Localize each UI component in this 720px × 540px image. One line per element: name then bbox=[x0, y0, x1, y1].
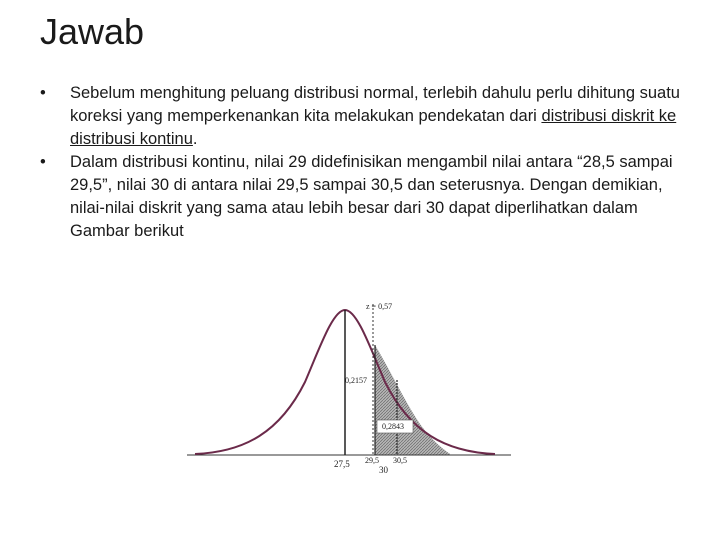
shaded-tail-region bbox=[375, 345, 450, 455]
x-label-30: 30 bbox=[379, 465, 388, 475]
bullet-item-1 bbox=[40, 82, 700, 151]
x-label-mean: 27,5 bbox=[334, 459, 350, 469]
bullet-marker: • bbox=[40, 84, 46, 102]
bullet-marker: • bbox=[40, 153, 46, 171]
x-label-30-5: 30,5 bbox=[393, 456, 407, 465]
bullet-list bbox=[40, 82, 700, 243]
bullet-text-1: Sebelum menghitung peluang distribusi normal, terlebih dahulu perlu dihitung suatu koreksi yang memperkenankan kita melakukan pendekatan dari bbox=[70, 84, 680, 125]
normal-curve-diagram bbox=[185, 292, 515, 482]
bullet-text-1-end: . bbox=[192, 130, 198, 148]
x-label-29-5: 29,5 bbox=[365, 456, 379, 465]
area-right-label: 0,2843 bbox=[382, 422, 404, 431]
bullet-item-2 bbox=[40, 151, 700, 243]
z-label: z = 0,57 bbox=[366, 302, 393, 311]
slide-title: Jawab bbox=[40, 11, 145, 52]
normal-distribution-figure bbox=[185, 292, 515, 482]
area-left-label: 0,2157 bbox=[345, 376, 367, 385]
bullet-text-2: Dalam distribusi kontinu, nilai 29 didefinisikan mengambil nilai antara “28,5 sampai 29,5”, nilai 30 di antara nilai 29,5 sampai 30,5 dan seterusnya. Dengan demikian, nilai-nilai diskrit yang sama atau lebih besar dari 30 dapat diperlihatkan dalam Gambar berikut bbox=[70, 153, 673, 240]
bullet-text-1-underlined: distribusi diskrit ke distribusi kontinu bbox=[70, 107, 677, 148]
